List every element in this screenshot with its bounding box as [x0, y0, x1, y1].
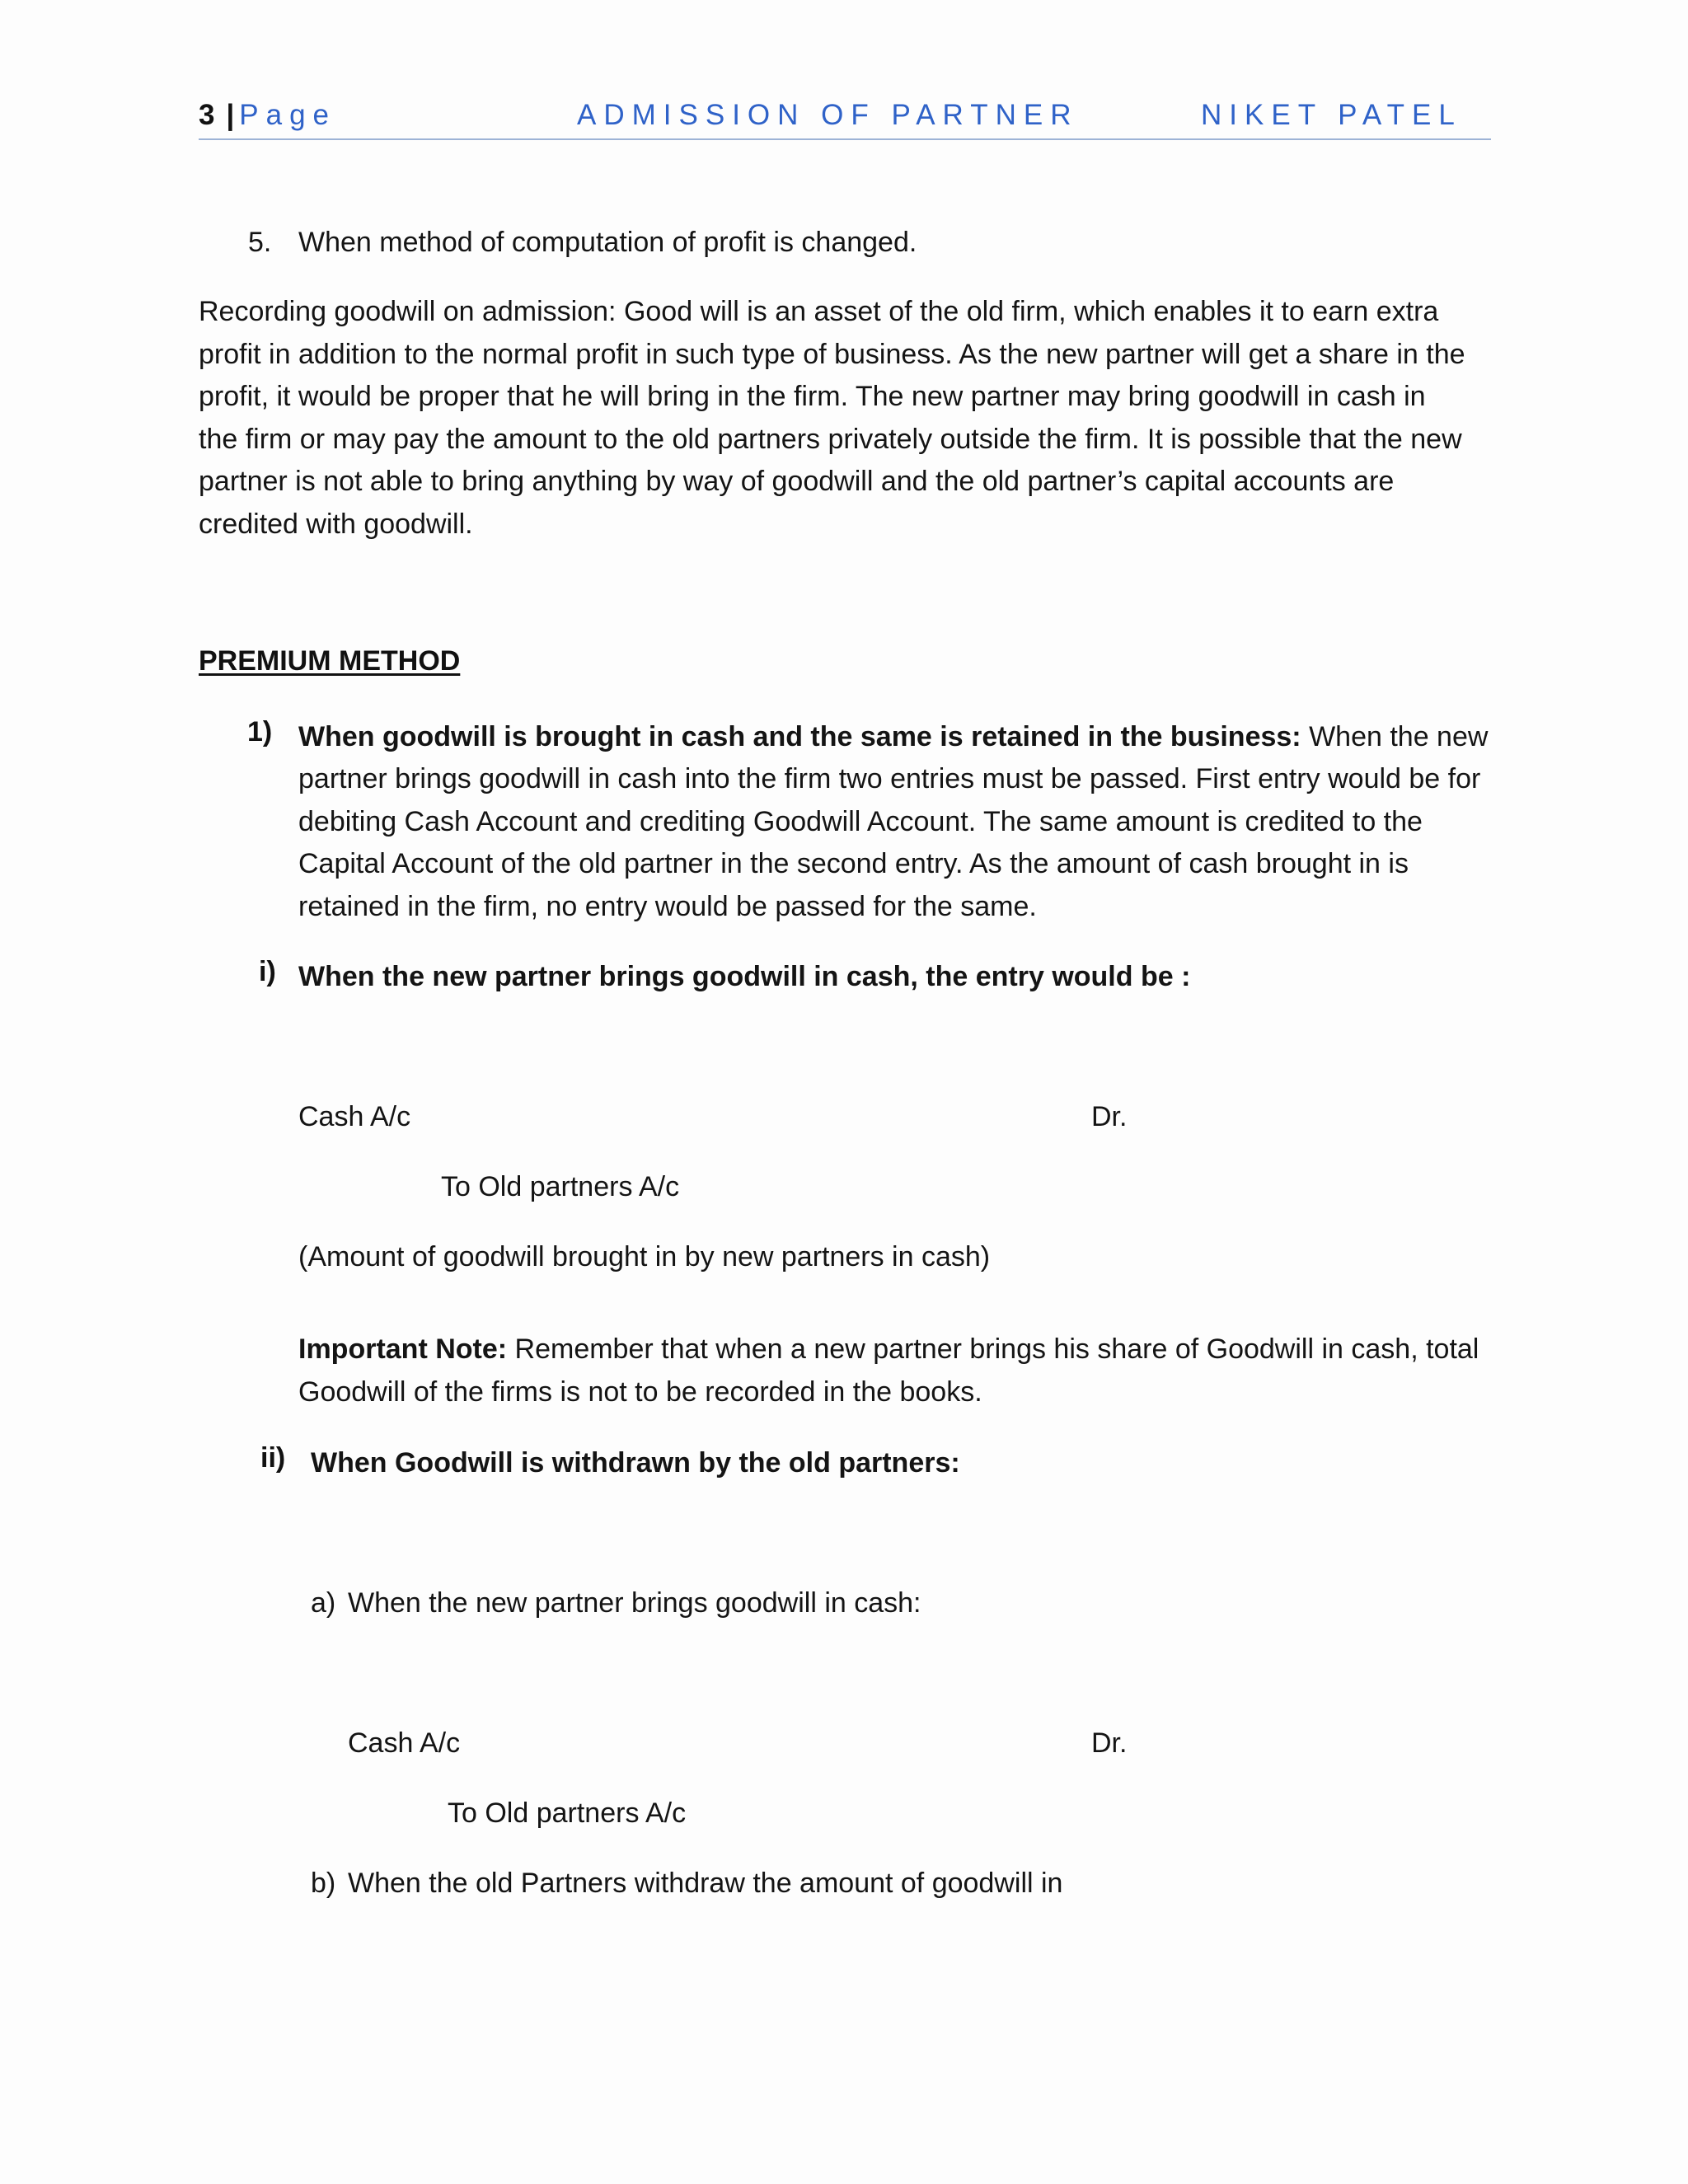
point-1-first-line: [298, 716, 1488, 759]
paragraph-line: credited with goodwill.: [199, 508, 473, 540]
premium-method-heading: PREMIUM METHOD: [199, 645, 461, 677]
paragraph-line: profit in addition to the normal profit in such type of business. As the new partner will get a share in the: [199, 338, 1465, 370]
entry-2-credit-account: To Old partners A/c: [448, 1797, 687, 1829]
sub-point-b-text: When the old Partners withdraw the amount of goodwill in: [348, 1868, 1063, 1899]
sub-point-i-text: When the new partner brings goodwill in cash, the entry would be :: [298, 961, 1191, 992]
point-1-line: debiting Cash Account and crediting Goodwill Account. The same amount is credited to the: [298, 806, 1423, 837]
paragraph-line: partner is not able to bring anything by way of goodwill and the old partner’s capital accounts are: [199, 466, 1395, 497]
important-note-line-1: [298, 1329, 1479, 1371]
point-1-marker: 1): [247, 716, 273, 748]
list-item-5-marker: 5.: [248, 227, 272, 258]
sub-point-a-text: When the new partner brings goodwill in cash:: [348, 1587, 921, 1619]
header-separator: |: [226, 99, 235, 131]
important-note-line-2: Goodwill of the firms is not to be recorded in the books.: [298, 1376, 982, 1408]
entry-1-credit-account: To Old partners A/c: [441, 1171, 680, 1202]
important-note-text: Remember that when a new partner brings his share of Goodwill in cash, total: [507, 1333, 1479, 1365]
entry-1-debit-account: Cash A/c: [298, 1101, 411, 1132]
header-author: NIKET PATEL: [1201, 99, 1462, 131]
sub-point-ii-text: When Goodwill is withdrawn by the old partners:: [311, 1447, 960, 1479]
sub-point-b-marker: b): [311, 1868, 336, 1899]
point-1-line: When the new: [1301, 721, 1489, 752]
point-1-line: partner brings goodwill in cash into the firm two entries must be passed. First entry would be for: [298, 763, 1481, 794]
paragraph-line: Recording goodwill on admission: Good will is an asset of the old firm, which enables it to earn extra: [199, 296, 1439, 327]
entry-2-dr-label: Dr.: [1091, 1727, 1128, 1759]
point-1-line: retained in the firm, no entry would be passed for the same.: [298, 891, 1037, 922]
paragraph-line: profit, it would be proper that he will bring in the firm. The new partner may bring goodwill in cash in: [199, 381, 1426, 412]
entry-2-debit-account: Cash A/c: [348, 1727, 461, 1759]
sub-point-i-marker: i): [259, 956, 276, 987]
entry-1-narration: (Amount of goodwill brought in by new partners in cash): [298, 1241, 991, 1272]
sub-point-a-marker: a): [311, 1587, 336, 1619]
paragraph-line: the firm or may pay the amount to the old partners privately outside the firm. It is possible that the new: [199, 423, 1462, 455]
important-note-label: Important Note:: [298, 1333, 508, 1365]
page-number-label: [199, 99, 336, 132]
page-number: 3: [199, 99, 215, 131]
recording-goodwill-paragraph: [199, 291, 1493, 546]
point-1-line: Capital Account of the old partner in the second entry. As the amount of cash brought in is: [298, 848, 1409, 879]
entry-1-dr-label: Dr.: [1091, 1101, 1128, 1132]
list-item-5-text: When method of computation of profit is changed.: [298, 227, 917, 258]
point-1-bold-lead: When goodwill is brought in cash and the same is retained in the business:: [298, 721, 1301, 752]
sub-point-ii-marker: ii): [260, 1442, 286, 1474]
header-title: ADMISSION OF PARTNER: [577, 99, 1079, 131]
page-label: Page: [239, 99, 337, 131]
header-rule: [199, 138, 1491, 140]
